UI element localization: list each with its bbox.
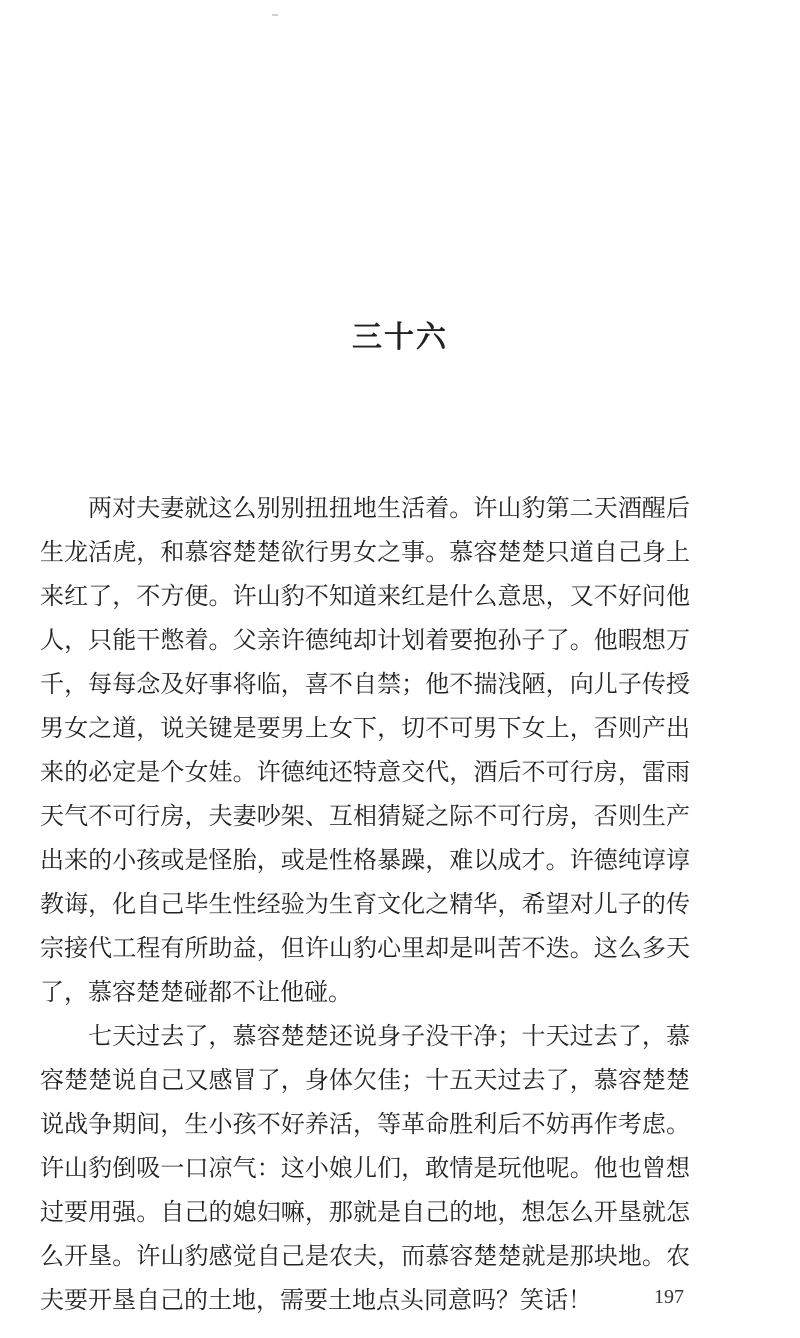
paragraph: 七天过去了，慕容楚楚还说身子没干净；十天过去了，慕容楚楚说自己又感冒了，身体欠佳；十五天过去了，慕容楚楚说战争期间，生小孩不好养活，等革命胜利后不妨再作考虑。许山豹倒吸一口凉气：这小娘儿们，敢情是玩他呢。他也曾想过要用强。自己的媳妇嘛，那就是自己的地，想怎么开垦就怎么开垦。许山豹感觉自己是农夫，而慕容楚楚就是那块地。农夫要开垦自己的土地，需要土地点头同意吗？笑话！ — [40, 1022, 690, 1314]
paragraph: 两对夫妻就这么别别扭扭地生活着。许山豹第二天酒醒后生龙活虎，和慕容楚楚欲行男女之事。慕容楚楚只道自己身上来红了，不方便。许山豹不知道来红是什么意思，又不好问他人，只能干憋着。父亲许德纯却计划着要抱孙子了。他暇想万千，每每念及好事将临，喜不自禁；他不揣浅陋，向儿子传授男女之道，说关键是要男上女下，切不可男下女上，否则产出来的必定是个女娃。许德纯还特意交代，酒后不可行房，雷雨天气不可行房，夫妻吵架、互相猜疑之际不可行房，否则生产出来的小孩或是怪胎，或是性格暴躁，难以成才。许德纯谆谆教诲，化自己毕生性经验为生育文化之精华，希望对儿子的传宗接代工程有所助益，但许山豹心里却是叫苦不迭。这么多天了，慕容楚楚碰都不让他碰。 — [40, 494, 690, 1006]
scan-mark — [272, 14, 278, 16]
body-text — [40, 486, 690, 1322]
chapter-title: 三十六 — [352, 320, 448, 355]
page-number: 197 — [654, 1286, 684, 1308]
